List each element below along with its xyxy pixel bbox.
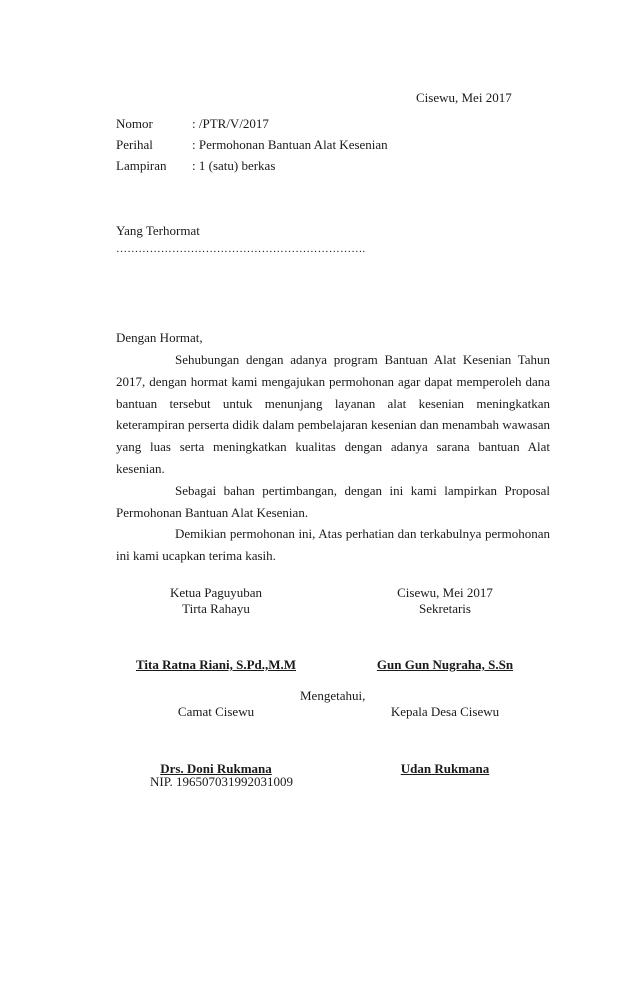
camat-name: Drs. Doni Rukmana <box>160 761 272 776</box>
addressee-placeholder-dots: …………………………………………………………. <box>116 243 366 255</box>
letter-body <box>116 349 550 567</box>
kepala-desa-name: Udan Rukmana <box>400 761 490 776</box>
left-signer-title-1: Ketua Paguyuban <box>169 585 263 600</box>
right-signer-title-2: Sekretaris <box>419 601 471 616</box>
nomor-label: Nomor <box>116 116 153 131</box>
nomor-value: : /PTR/V/2017 <box>192 116 269 131</box>
camat-nip: NIP. 196507031992031009 <box>150 774 294 789</box>
lampiran-label: Lampiran <box>116 158 167 173</box>
addressee-heading: Yang Terhormat <box>116 223 200 238</box>
letter-place-date: Cisewu, Mei 2017 <box>416 90 512 105</box>
acknowledged-label: Mengetahui, <box>300 688 366 703</box>
perihal-label: Perihal <box>116 137 153 152</box>
right-signer-title-1: Cisewu, Mei 2017 <box>397 585 493 600</box>
body-paragraph-3: Demikian permohonan ini, Atas perhatian dan terkabulnya permohonan ini kami ucapkan terima kasih. <box>116 526 550 564</box>
body-paragraph-1: Sehubungan dengan adanya program Bantuan Alat Kesenian Tahun 2017, dengan hormat kami mengajukan permohonan agar dapat memperoleh dana bantuan tersebut untuk menunjang layanan alat kesenian meningkatkan keterampiran perserta didik dalam pembelajaran kesenian dan menambah wawasan yang luas serta meningkatkan kualitas dengan adanya sarana bantuan Alat kesenian. <box>116 352 550 476</box>
left-signer-title-2: Tirta Rahayu <box>182 601 250 616</box>
left-signer-name: Tita Ratna Riani, S.Pd.,M.M <box>135 657 297 672</box>
salutation: Dengan Hormat, <box>116 330 203 345</box>
perihal-value: : Permohonan Bantuan Alat Kesenian <box>192 137 388 152</box>
camat-title: Camat Cisewu <box>177 704 255 719</box>
body-paragraph-2: Sebagai bahan pertimbangan, dengan ini kami lampirkan Proposal Permohonan Bantuan Alat Kesenian. <box>116 482 550 520</box>
right-signer-name: Gun Gun Nugraha, S.Sn <box>376 657 514 672</box>
kepala-desa-title: Kepala Desa Cisewu <box>390 704 500 719</box>
lampiran-value: : 1 (satu) berkas <box>192 158 276 173</box>
